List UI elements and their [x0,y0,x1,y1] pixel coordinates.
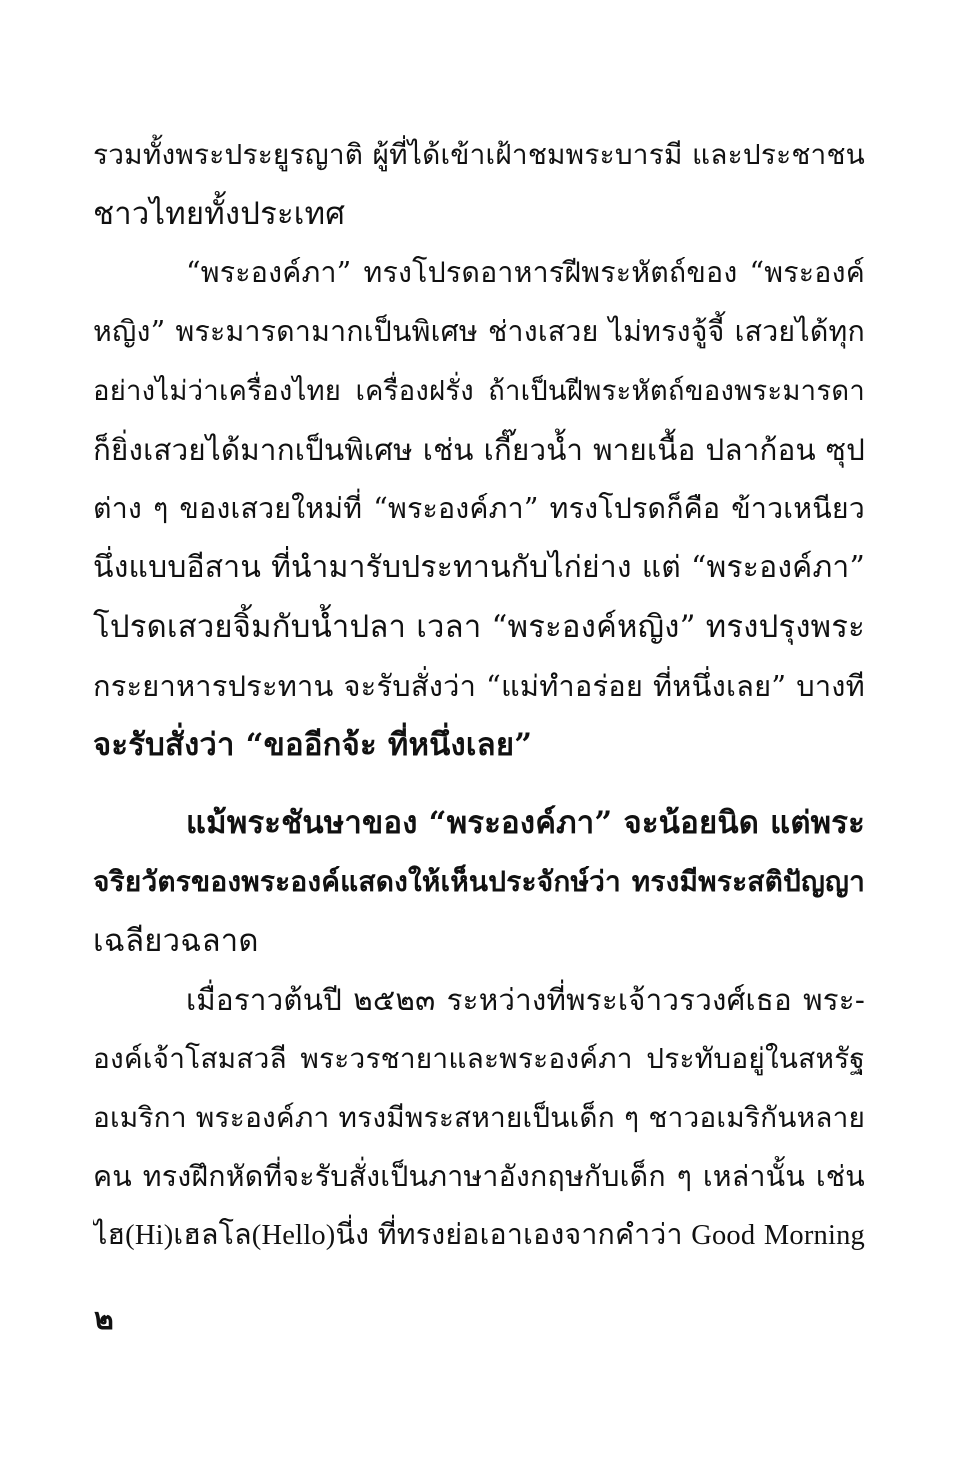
paragraph-line: ต่าง ๆ ของเสวยใหม่ที่ “พระองค์ภา” ทรงโปรดก็คือ ข้าวเหนียว [93,492,865,525]
paragraph-line: คน ทรงฝึกหัดที่จะรับสั่งเป็นภาษาอังกฤษกับเด็ก ๆ เหล่านั้น เช่น [93,1160,865,1193]
paragraph-line: รวมทั้งพระประยูรญาติ ผู้ที่ได้เข้าเฝ้าชมพระบารมี และประชาชน [93,138,865,171]
paragraph-line: องค์เจ้าโสมสวลี พระวรชายาและพระองค์ภา ประทับอยู่ในสหรัฐ [93,1042,865,1075]
paragraph-line: แม้พระชันษาของ “พระองค์ภา” จะน้อยนิด แต่พระ [186,805,865,841]
paragraph-line: จริยวัตรของพระองค์แสดงให้เห็นประจักษ์ว่า ทรงมีพระสติปัญญา [93,865,865,898]
paragraph-line: กระยาหารประทาน จะรับสั่งว่า “แม่ทำอร่อย ที่หนึ่งเลย” บางที [93,669,865,703]
paragraph-line: อเมริกา พระองค์ภา ทรงมีพระสหายเป็นเด็ก ๆ ชาวอเมริกันหลาย [93,1101,865,1134]
paragraph-line: ไฮ(Hi)เฮลโล(Hello)นี่ง ที่ทรงย่อเอาเองจากคำว่า Good Morning [93,1220,865,1251]
paragraph-line: ก็ยิ่งเสวยได้มากเป็นพิเศษ เช่น เกี๊ยวน้ำ พายเนื้อ ปลาก้อน ซุป [93,433,865,467]
paragraph-line: หญิง” พระมารดามากเป็นพิเศษ ช่างเสวย ไม่ทรงจู้จี้ เสวยได้ทุก [93,315,865,348]
paragraph-line: เมื่อราวต้นปี ๒๕๒๓ ระหว่างที่พระเจ้าวรวงศ์เธอ พระ- [186,983,865,1017]
page-number: ๒ [94,1302,114,1337]
paragraph-line: จะรับสั่งว่า “ขออีกจ้ะ ที่หนึ่งเลย” [93,727,533,763]
paragraph-line: นึ่งแบบอีสาน ที่นำมารับประทานกับไก่ย่าง แต่ “พระองค์ภา” [93,550,865,585]
paragraph-line: เฉลียวฉลาด [93,923,259,959]
paragraph-line: ชาวไทยทั้งประเทศ [93,196,346,232]
paragraph-line: โปรดเสวยจิ้มกับน้ำปลา เวลา “พระองค์หญิง” ทรงปรุงพระ [93,609,865,645]
paragraph-line: อย่างไม่ว่าเครื่องไทย เครื่องฝรั่ง ถ้าเป็นฝีพระหัตถ์ของพระมารดา [93,375,865,407]
paragraph-line: “พระองค์ภา” ทรงโปรดอาหารฝีพระหัตถ์ของ “พระองค์ [186,256,865,289]
